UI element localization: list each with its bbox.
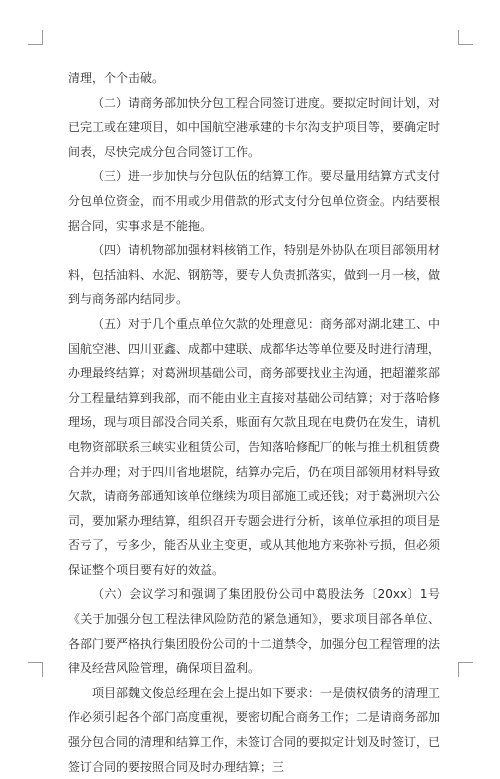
paragraph-item-5: （五）对于几个重点单位欠款的处理意见：商务部对湖北建工、中国航空港、四川亚鑫、成都中建联、成都华达等单位要及时进行清理，办理最终结算；对葛洲坝基础公司，商务部要找业主沟通，把超灌浆部分工程量结算到我部，而不能由业主直接对基础公司结算；对于落哈修理场，现与项目部没合同关系，账面有欠款且现在电费仍在发生，请机电物资部联系三峡实业租赁公司，告知落哈修配厂的帐与推土机租赁费合并办理；对于四川省地堪院，结算办完后，仍在项目部领用材料导致欠款，请商务部通知该单位继续为项目部施工或还钱；对于葛洲坝六公司，要加紧办理结算，组织召开专题会进行分析，该单位承担的项目是否亏了，亏多少，能否从业主变更，或从其他地方来弥补亏损，但必须保证整个项目要有好的效益。 — [68, 316, 441, 577]
paragraph-item-2: （二）请商务部加快分包工程合同签订进度。要拟定时间计划，对已完工或在建项目，如中国航空港承建的卡尔沟支护项目等，要确定时间表，尽快完成分包合同签订工作。 — [68, 95, 441, 159]
paragraph-continuation: 清理，个个击破。 — [68, 71, 165, 85]
document-body — [68, 66, 440, 779]
paragraph-item-6: （六）会议学习和强调了集团股份公司中葛股法务〔20xx〕1号《关于加强分包工程法律风险防范的紧急通知》，要求项目部各单位、各部门要严格执行集团股份公司的十二道禁令，加强分包工程管理的法律及经营风险管理，确保项目盈利。 — [68, 587, 441, 676]
paragraph-manager-requirements: 项目部魏文俊总经理在会上提出如下要求：一是债权债务的清理工作必须引起各个部门高度重视，要密切配合商务工作；二是请商务部加强分包合同的清理和结算工作，未签订合同的要拟定计划及时签订，已签订合同的要按照合同及时办理结算；三 — [68, 685, 441, 774]
paragraph-item-3: （三）进一步加快与分包队伍的结算工作。要尽量用结算方式支付分包单位资金，而不用或少用借款的形式支付分包单位资金。内结要根据合同，实事求是不能拖。 — [68, 169, 441, 233]
paragraph-item-4: （四）请机物部加强材料核销工作，特别是外协队在项目部领用材料，包括油料、水泥、钢筋等，要专人负责抓落实，做到一月一核，做到与商务部内结同步。 — [68, 243, 441, 307]
crop-mark-bottom-left — [28, 662, 43, 677]
crop-mark-top-left — [28, 30, 43, 45]
crop-mark-bottom-right — [458, 662, 473, 677]
crop-mark-top-right — [458, 30, 473, 45]
